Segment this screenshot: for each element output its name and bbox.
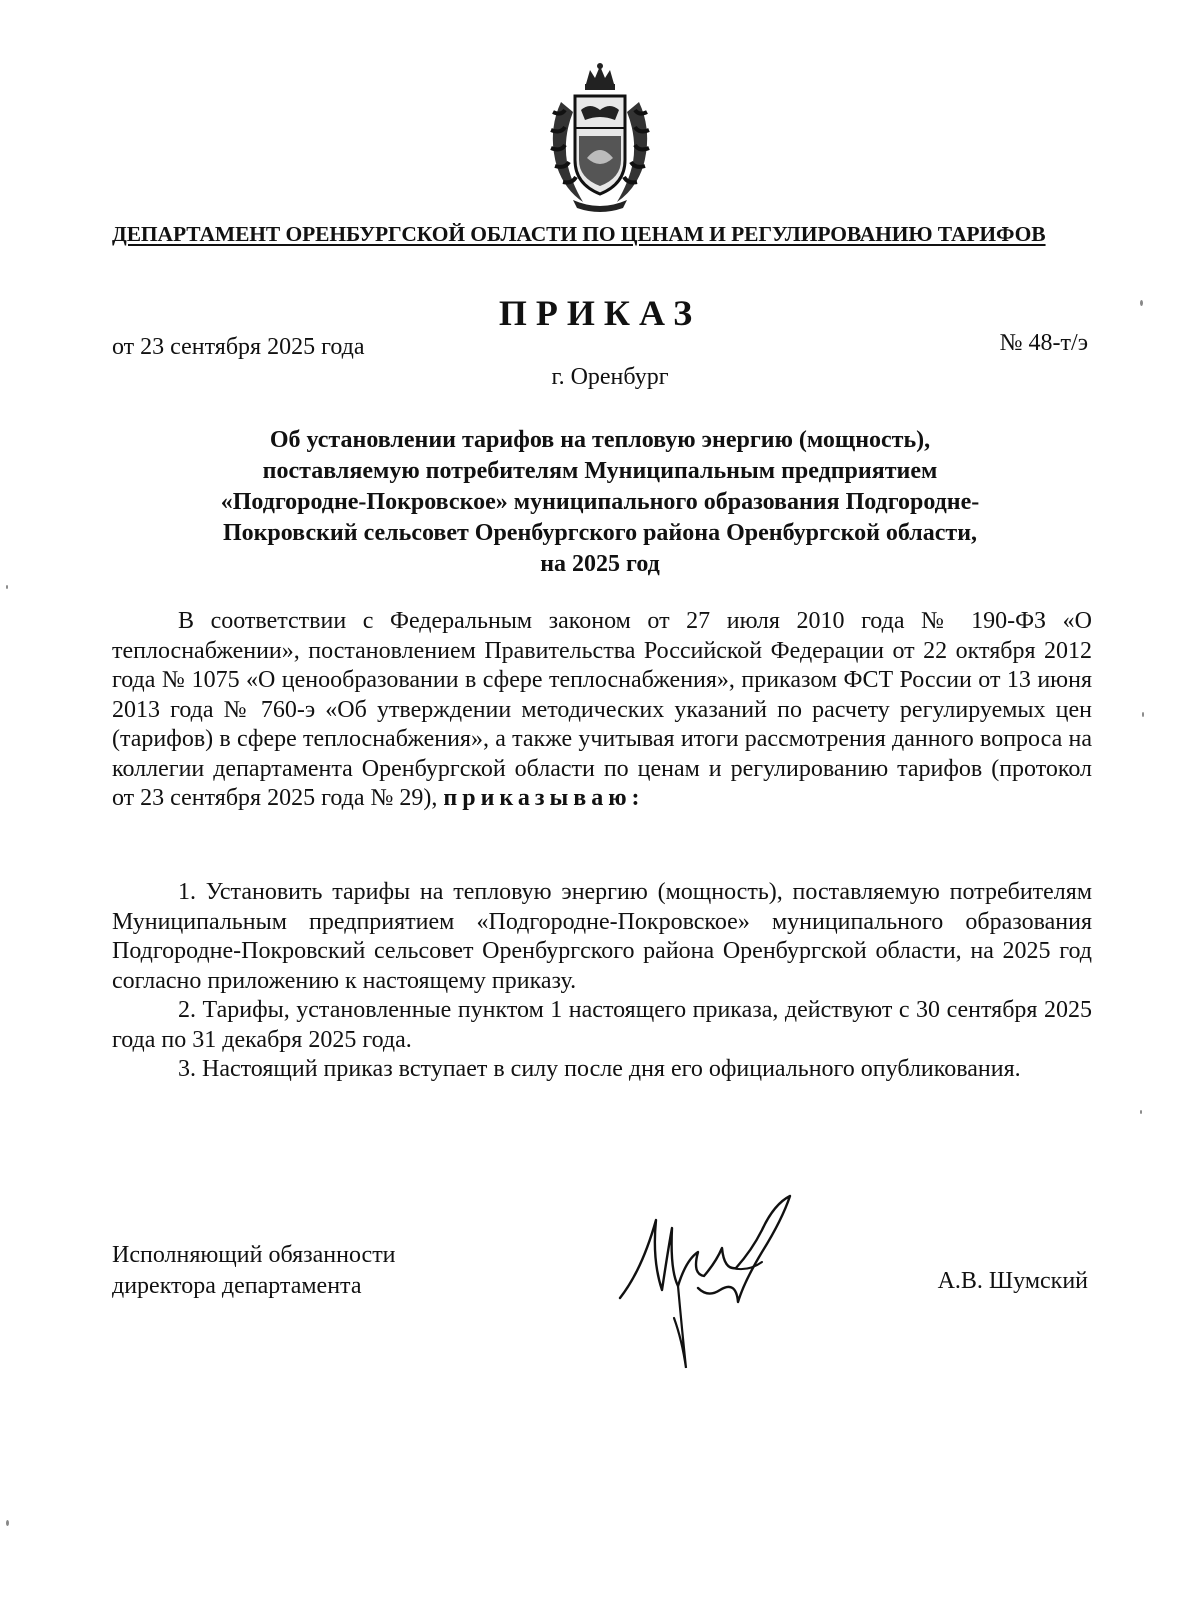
signatory-position — [112, 1240, 396, 1302]
department-name: ДЕПАРТАМЕНТ ОРЕНБУРГСКОЙ ОБЛАСТИ ПО ЦЕНАМ И РЕГУЛИРОВАНИЮ ТАРИФОВ — [112, 222, 1046, 246]
subject-line: Об установлении тарифов на тепловую энергию (мощность), — [269, 427, 931, 453]
order-items — [112, 878, 1092, 1085]
preamble-text: В соответствии с Федеральным законом от 27 июля 2010 года № 190-ФЗ «О теплоснабжении», постановлением Правительства Российской Федерации от 22 октября 2012 года № 1075 «О ценообразовании в сфере теплоснабжения», приказом ФСТ России от 13 июня 2013 года № 760-э «Об утверждении методических указаний по расчету регулируемых цен (тарифов) в сфере теплоснабжения», а также учитывая итоги рассмотрения данного вопроса на коллегии департамента Оренбургской области по ценам и регулированию тарифов (протокол от 23 сентября 2025 года № 29), — [112, 608, 1092, 811]
document-type-title: ПРИКАЗ — [498, 293, 702, 333]
order-subject — [140, 425, 1060, 580]
preamble-paragraph — [112, 607, 1092, 814]
subject-line: Покровский сельсовет Оренбургского района Оренбургской области, — [222, 520, 978, 546]
order-item: 1. Установить тарифы на тепловую энергию (мощность), поставляемую потребителям Муниципальным предприятием «Подгородне-Покровское» муниципального образования Подгородне-Покровский сельсовет Оренбургского района Оренбургской области, на 2025 год согласно приложению к настоящему приказу. — [112, 879, 1092, 994]
subject-line: на 2025 год — [540, 551, 660, 577]
scan-speck — [6, 585, 8, 589]
handwritten-signature-icon — [612, 1190, 812, 1380]
preamble — [112, 607, 1092, 814]
order-item: 3. Настоящий приказ вступает в силу после дня его официального опубликования. — [178, 1056, 1021, 1082]
command-word: приказываю: — [443, 785, 645, 811]
scan-speck — [6, 1520, 9, 1526]
order-city: г. Оренбург — [551, 364, 669, 390]
subject-line: поставляемую потребителям Муниципальным предприятием — [262, 458, 938, 484]
scan-speck — [1142, 712, 1144, 717]
order-date: от 23 сентября 2025 года — [112, 334, 365, 360]
order-item: 2. Тарифы, установленные пунктом 1 настоящего приказа, действуют с 30 сентября 2025 года по 31 декабря 2025 года. — [112, 997, 1092, 1053]
scan-speck — [1140, 1110, 1142, 1114]
coat-of-arms-icon — [543, 62, 657, 212]
order-number: № 48-т/э — [999, 330, 1088, 356]
position-line: директора департамента — [112, 1273, 362, 1299]
signatory-name: А.В. Шумский — [937, 1268, 1088, 1294]
position-line: Исполняющий обязанности — [112, 1242, 396, 1268]
scan-speck — [1140, 300, 1143, 306]
subject-line: «Подгородне-Покровское» муниципального образования Подгородне- — [220, 489, 980, 515]
